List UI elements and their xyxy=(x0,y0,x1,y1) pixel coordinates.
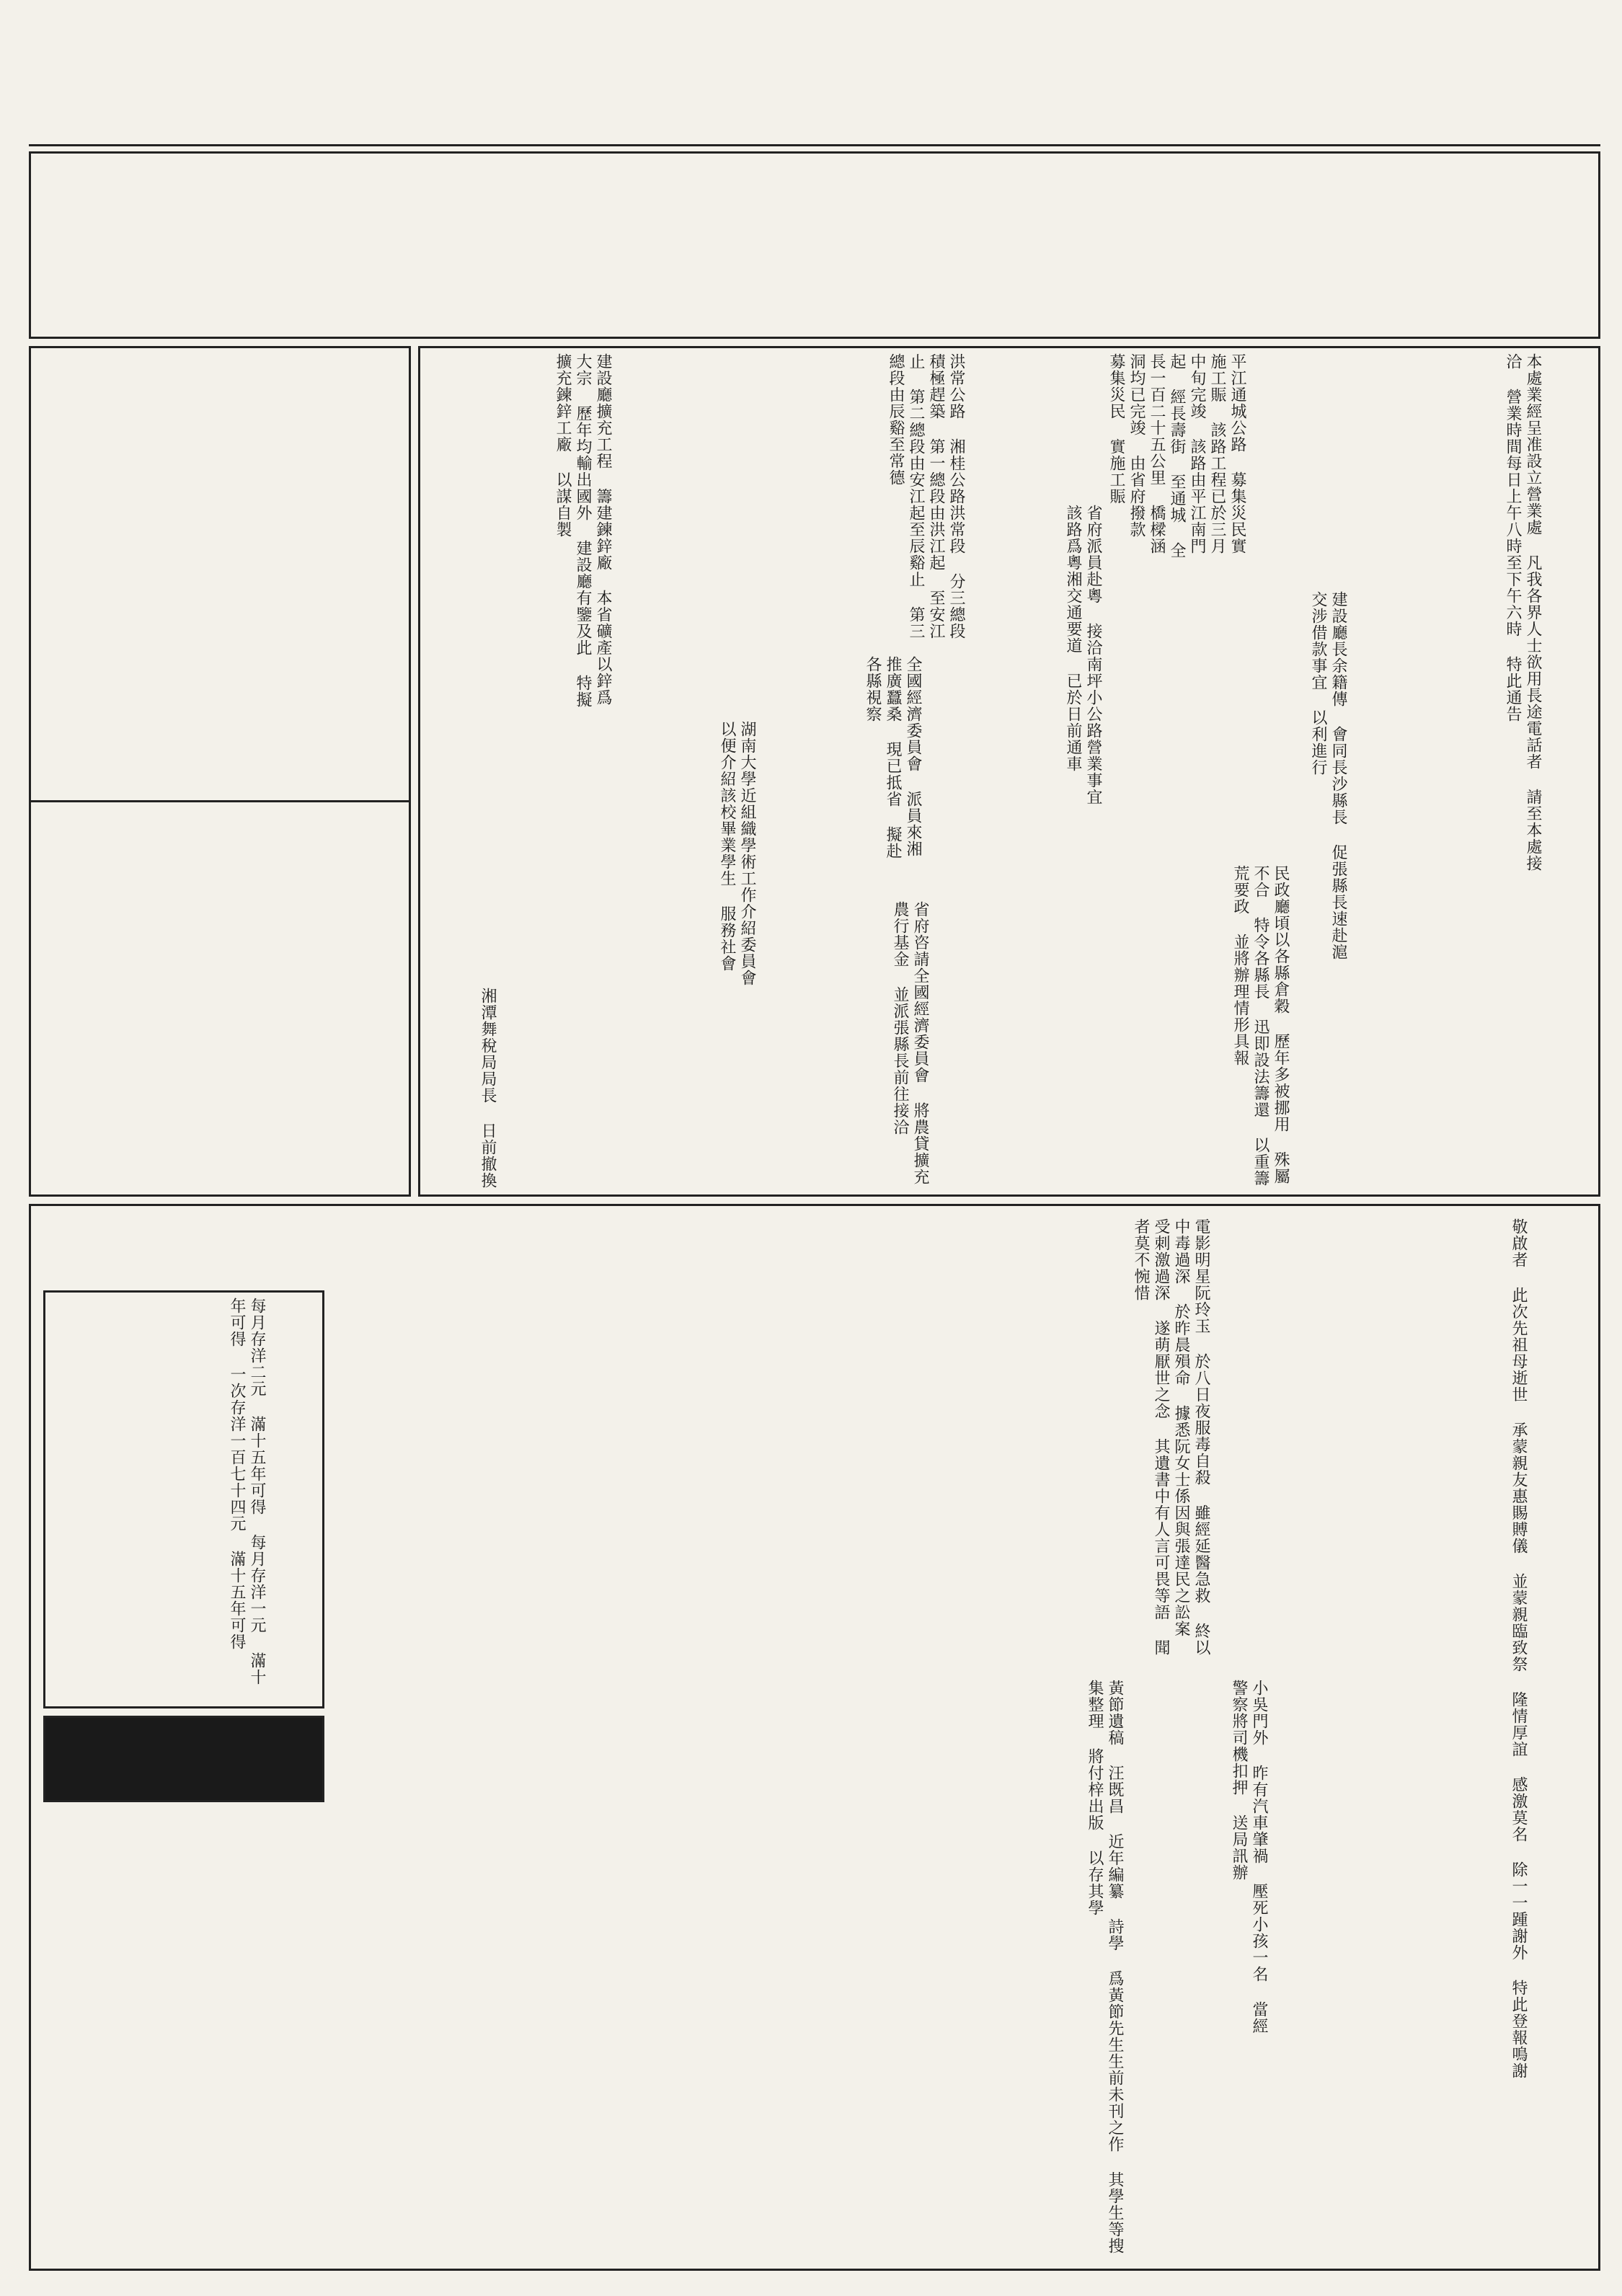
article-introduce: 湖南大學近組織學術工作介紹委員會 以便介紹該校畢業學生 服務社會 xyxy=(718,721,756,986)
gold-ad-detail: 每月存洋二元 滿十五年可得 每月存洋一元 滿十年可得 一次存洋一百七十四元 滿十五年可得 xyxy=(228,1298,266,1685)
bank-ad-box xyxy=(43,1716,324,1802)
eye-clinic-text xyxy=(937,162,1298,328)
article-guilin: 建設廳長余籍傳 會同長沙縣長 促張縣長速赴滬交涉借款事宜 以利進行 xyxy=(1309,591,1347,960)
telephone-notice-top xyxy=(1449,162,1593,328)
article-farm: 省府咨請全國經濟委員會 將農貸擴充農行基金 並派張縣長前往接洽 xyxy=(891,901,929,1185)
jincheng-cities xyxy=(36,887,151,1189)
jincheng-rule xyxy=(29,800,411,802)
jincheng-branches xyxy=(260,887,404,1189)
article-jingji: 全國經濟委員會 派員來湘 推廣蠶桑 現已抵省 擬赴各縣視察 xyxy=(864,656,922,859)
article-granary: 民政廳頃以各縣倉穀 歷年多被挪用 殊屬不合 特令各縣長 迅即設法籌還 以重籌荒要政 並將辦理情形具報 xyxy=(1231,865,1290,1187)
right-ad-text: 敬啟者 此次先祖母逝世 承蒙親友惠賜賻儀 並蒙親臨致祭 隆情厚誼 感激莫名 除一一踵謝外 特此登報鳴謝 xyxy=(1510,1218,1528,2079)
article-school: 建設廳擴充工程 籌建鍊鋅廠 本省礦產以鋅爲大宗 歷年均輸出國外 建設廳有鑒及此 特擬擴充鍊鋅工廠 以謀自製 xyxy=(554,353,612,708)
article-relief: 平江通城公路 募集災民實施工賑 該路工程已於三月中旬完竣 該路由平江南門起 經長壽街 至通城 全長一百二十五公里 橋樑涵洞均已完竣 由省府撥款 募集災民 實施工賑 xyxy=(1107,353,1246,559)
article-guangdong: 省府派員赴粵 接洽南坪小公路營業事宜 該路爲粵湘交通要道 已於日前通車 xyxy=(1064,505,1102,805)
article-tax: 湘潭舞稅局局長 日前撤換 xyxy=(479,988,497,1189)
article-telephone: 本處業經呈准設立營業處 凡我各界人士欲用長途電話者 請至本處接洽 營業時間每日上午八時至下午六時 特此通告 xyxy=(1504,353,1542,872)
masthead-rule xyxy=(29,144,1600,146)
article-ruan: 電影明星阮玲玉 於八日夜服毒自殺 雖經延醫急救 終以中毒過深 於昨晨殞命 據悉阮女士係因與張達民之訟案 受刺激過深 遂萌厭世之念 其遺書中有人言可畏等語 聞者莫不惋惜 xyxy=(1132,1218,1210,1656)
eye-clinic-name xyxy=(1319,162,1435,328)
article-huang: 黃節遺稿 汪既昌 近年編纂 詩學 爲黃節先生生前未刊之作 其學生等搜集整理 將付梓出版 以存其學 xyxy=(1086,1680,1124,2254)
chamber-ad xyxy=(50,1817,317,2256)
article-highway: 洪常公路 湘桂公路洪常段 分三總段 積極趕築 第一總段由洪江起 至安江止 第二總段由安江起至辰谿止 第三總段由辰谿至常德 xyxy=(887,353,965,639)
left-top-ad xyxy=(43,162,260,328)
article-car: 小吳門外 昨有汽車肇禍 壓死小孩一名 當經警察將司機扣押 送局訊辦 xyxy=(1230,1680,1268,2034)
